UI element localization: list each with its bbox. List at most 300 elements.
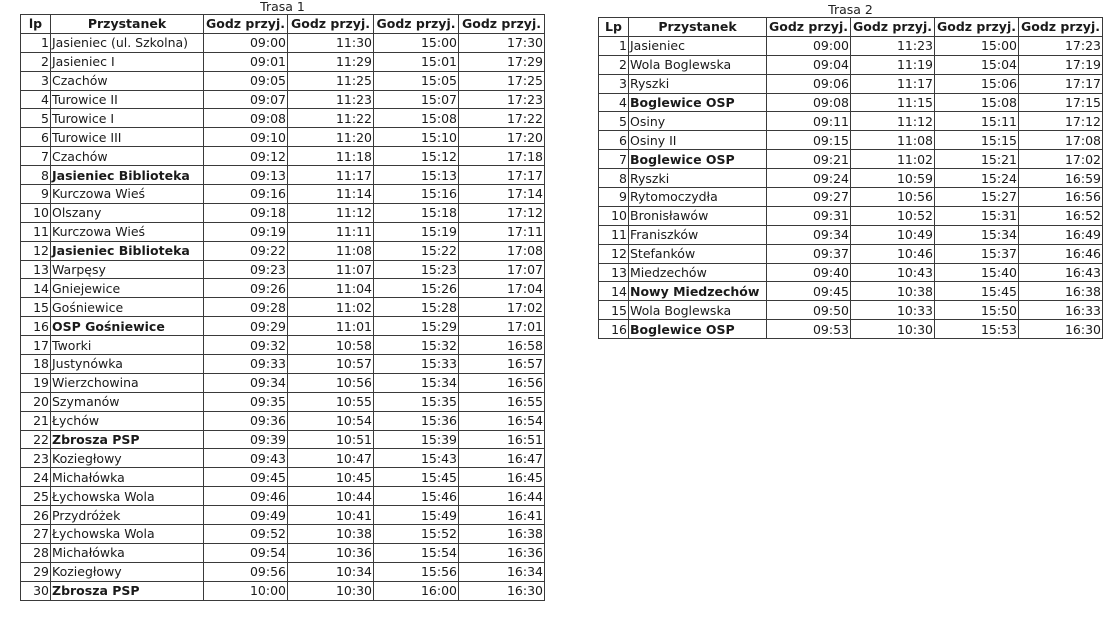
table-row [21,109,545,128]
arrival-time-cell: 16:30 [459,581,545,600]
arrival-time-cell: 15:00 [374,33,459,52]
row-number-cell: 2 [21,52,51,71]
arrival-time-cell: 15:34 [374,373,459,392]
route-1-rows [21,33,545,600]
row-number-cell: 8 [21,166,51,185]
table-row [599,169,1103,188]
row-number-cell: 24 [21,468,51,487]
header-lp: lp [21,15,51,34]
arrival-time-cell: 11:08 [851,131,935,150]
arrival-time-cell: 15:18 [374,203,459,222]
table-row [599,225,1103,244]
arrival-time-cell: 11:02 [851,150,935,169]
arrival-time-cell: 11:12 [288,203,374,222]
stop-name-cell: Łychowska Wola [51,525,204,544]
arrival-time-cell: 17:22 [459,109,545,128]
arrival-time-cell: 15:06 [935,74,1019,93]
table-row [21,581,545,600]
arrival-time-cell: 15:50 [935,301,1019,320]
arrival-time-cell: 16:38 [1019,282,1103,301]
arrival-time-cell: 17:08 [459,241,545,260]
arrival-time-cell: 09:15 [767,131,851,150]
stop-name-cell: Warpęsy [51,260,204,279]
table-row [21,317,545,336]
arrival-time-cell: 17:19 [1019,55,1103,74]
row-number-cell: 1 [599,36,629,55]
header-time-3: Godz przyj. [935,18,1019,37]
arrival-time-cell: 11:17 [851,74,935,93]
arrival-time-cell: 11:02 [288,298,374,317]
arrival-time-cell: 09:27 [767,188,851,207]
stop-name-cell: Turowice II [51,90,204,109]
stop-name-cell: Nowy Miedzechów [629,282,767,301]
row-number-cell: 8 [599,169,629,188]
header-time-2: Godz przyj. [288,15,374,34]
arrival-time-cell: 10:38 [851,282,935,301]
arrival-time-cell: 17:23 [1019,36,1103,55]
row-number-cell: 6 [21,128,51,147]
row-number-cell: 17 [21,336,51,355]
table-row [21,562,545,581]
header-time-1: Godz przyj. [204,15,288,34]
arrival-time-cell: 10:45 [288,468,374,487]
row-number-cell: 9 [21,185,51,204]
table-row [599,320,1103,339]
stop-name-cell: Łychowska Wola [51,487,204,506]
arrival-time-cell: 17:17 [1019,74,1103,93]
table-row [21,336,545,355]
stop-name-cell: Boglewice OSP [629,320,767,339]
route-1-table [20,14,545,601]
arrival-time-cell: 09:50 [767,301,851,320]
arrival-time-cell: 17:15 [1019,93,1103,112]
stop-name-cell: Koziegłowy [51,562,204,581]
arrival-time-cell: 09:05 [204,71,288,90]
arrival-time-cell: 10:30 [288,581,374,600]
stop-name-cell: Tworki [51,336,204,355]
stop-name-cell: Boglewice OSP [629,150,767,169]
stop-name-cell: Bronisławów [629,206,767,225]
table-row [21,71,545,90]
table-row [21,260,545,279]
row-number-cell: 30 [21,581,51,600]
arrival-time-cell: 15:39 [374,430,459,449]
table-row [599,131,1103,150]
arrival-time-cell: 15:37 [935,244,1019,263]
arrival-time-cell: 09:31 [767,206,851,225]
stop-name-cell: Wierzchowina [51,373,204,392]
arrival-time-cell: 09:21 [767,150,851,169]
row-number-cell: 14 [599,282,629,301]
table-row [21,487,545,506]
arrival-time-cell: 09:52 [204,525,288,544]
table-row [21,279,545,298]
arrival-time-cell: 11:22 [288,109,374,128]
table-row [599,112,1103,131]
row-number-cell: 13 [21,260,51,279]
stop-name-cell: Turowice III [51,128,204,147]
arrival-time-cell: 15:12 [374,147,459,166]
arrival-time-cell: 10:59 [851,169,935,188]
arrival-time-cell: 17:18 [459,147,545,166]
row-number-cell: 13 [599,263,629,282]
header-time-4: Godz przyj. [1019,18,1103,37]
arrival-time-cell: 09:43 [204,449,288,468]
arrival-time-cell: 15:56 [374,562,459,581]
stop-name-cell: Zbrosza PSP [51,430,204,449]
row-number-cell: 11 [21,222,51,241]
arrival-time-cell: 10:56 [851,188,935,207]
stop-name-cell: Turowice I [51,109,204,128]
row-number-cell: 4 [21,90,51,109]
table-row [599,74,1103,93]
arrival-time-cell: 15:16 [374,185,459,204]
arrival-time-cell: 15:53 [935,320,1019,339]
arrival-time-cell: 11:23 [288,90,374,109]
arrival-time-cell: 09:49 [204,506,288,525]
arrival-time-cell: 10:54 [288,411,374,430]
table-row [599,301,1103,320]
arrival-time-cell: 09:36 [204,411,288,430]
arrival-time-cell: 15:19 [374,222,459,241]
header-stop: Przystanek [51,15,204,34]
stop-name-cell: Justynówka [51,355,204,374]
arrival-time-cell: 09:46 [204,487,288,506]
arrival-time-cell: 09:22 [204,241,288,260]
table-row [21,222,545,241]
table-row [21,449,545,468]
arrival-time-cell: 11:01 [288,317,374,336]
arrival-time-cell: 10:41 [288,506,374,525]
stop-name-cell: Jasieniec I [51,52,204,71]
table-row [599,188,1103,207]
arrival-time-cell: 15:33 [374,355,459,374]
stop-name-cell: Koziegłowy [51,449,204,468]
arrival-time-cell: 09:34 [767,225,851,244]
row-number-cell: 15 [21,298,51,317]
arrival-time-cell: 09:08 [204,109,288,128]
header-time-4: Godz przyj. [459,15,545,34]
arrival-time-cell: 17:01 [459,317,545,336]
arrival-time-cell: 15:11 [935,112,1019,131]
table-row [21,203,545,222]
row-number-cell: 4 [599,93,629,112]
table-row [21,147,545,166]
arrival-time-cell: 15:35 [374,392,459,411]
arrival-time-cell: 16:59 [1019,169,1103,188]
stop-name-cell: Michałówka [51,468,204,487]
table-row [21,241,545,260]
route-2-timetable [598,3,1103,339]
arrival-time-cell: 15:22 [374,241,459,260]
arrival-time-cell: 10:30 [851,320,935,339]
arrival-time-cell: 09:10 [204,128,288,147]
table-row [21,468,545,487]
arrival-time-cell: 17:11 [459,222,545,241]
arrival-time-cell: 09:56 [204,562,288,581]
arrival-time-cell: 17:14 [459,185,545,204]
row-number-cell: 28 [21,543,51,562]
arrival-time-cell: 09:01 [204,52,288,71]
row-number-cell: 15 [599,301,629,320]
arrival-time-cell: 17:30 [459,33,545,52]
arrival-time-cell: 09:24 [767,169,851,188]
arrival-time-cell: 11:17 [288,166,374,185]
arrival-time-cell: 15:54 [374,543,459,562]
arrival-time-cell: 16:51 [459,430,545,449]
row-number-cell: 5 [599,112,629,131]
table-row [21,90,545,109]
row-number-cell: 26 [21,506,51,525]
arrival-time-cell: 17:02 [1019,150,1103,169]
arrival-time-cell: 15:29 [374,317,459,336]
table-row [599,263,1103,282]
arrival-time-cell: 16:33 [1019,301,1103,320]
arrival-time-cell: 11:29 [288,52,374,71]
row-number-cell: 29 [21,562,51,581]
arrival-time-cell: 16:56 [459,373,545,392]
arrival-time-cell: 15:45 [935,282,1019,301]
arrival-time-cell: 09:28 [204,298,288,317]
stop-name-cell: Jasieniec [629,36,767,55]
arrival-time-cell: 16:58 [459,336,545,355]
arrival-time-cell: 09:08 [767,93,851,112]
arrival-time-cell: 10:33 [851,301,935,320]
arrival-time-cell: 10:55 [288,392,374,411]
arrival-time-cell: 17:25 [459,71,545,90]
arrival-time-cell: 15:08 [374,109,459,128]
table-row [599,36,1103,55]
table-row [21,525,545,544]
arrival-time-cell: 10:36 [288,543,374,562]
stop-name-cell: Miedzechów [629,263,767,282]
arrival-time-cell: 09:35 [204,392,288,411]
row-number-cell: 12 [21,241,51,260]
row-number-cell: 10 [21,203,51,222]
arrival-time-cell: 09:00 [767,36,851,55]
row-number-cell: 7 [21,147,51,166]
arrival-time-cell: 09:12 [204,147,288,166]
arrival-time-cell: 11:20 [288,128,374,147]
stop-name-cell: Franiszków [629,225,767,244]
arrival-time-cell: 09:00 [204,33,288,52]
table-row [21,506,545,525]
arrival-time-cell: 15:23 [374,260,459,279]
arrival-time-cell: 10:43 [851,263,935,282]
table-row [21,166,545,185]
arrival-time-cell: 16:49 [1019,225,1103,244]
row-number-cell: 20 [21,392,51,411]
table-row [21,298,545,317]
arrival-time-cell: 15:00 [935,36,1019,55]
arrival-time-cell: 09:26 [204,279,288,298]
arrival-time-cell: 16:41 [459,506,545,525]
arrival-time-cell: 09:07 [204,90,288,109]
arrival-time-cell: 09:16 [204,185,288,204]
stop-name-cell: Osiny II [629,131,767,150]
table-row [21,411,545,430]
arrival-time-cell: 15:28 [374,298,459,317]
arrival-time-cell: 10:34 [288,562,374,581]
table-row [21,33,545,52]
arrival-time-cell: 15:10 [374,128,459,147]
arrival-time-cell: 17:17 [459,166,545,185]
arrival-time-cell: 16:36 [459,543,545,562]
arrival-time-cell: 17:23 [459,90,545,109]
arrival-time-cell: 15:01 [374,52,459,71]
arrival-time-cell: 15:43 [374,449,459,468]
header-time-3: Godz przyj. [374,15,459,34]
stop-name-cell: Szymanów [51,392,204,411]
table-row [21,430,545,449]
stop-name-cell: Zbrosza PSP [51,581,204,600]
route-2-title: Trasa 2 [828,2,873,17]
table-row [599,150,1103,169]
stop-name-cell: Wola Boglewska [629,55,767,74]
arrival-time-cell: 10:58 [288,336,374,355]
arrival-time-cell: 15:24 [935,169,1019,188]
arrival-time-cell: 15:07 [374,90,459,109]
arrival-time-cell: 09:54 [204,543,288,562]
arrival-time-cell: 11:15 [851,93,935,112]
arrival-time-cell: 11:18 [288,147,374,166]
arrival-time-cell: 15:45 [374,468,459,487]
arrival-time-cell: 11:25 [288,71,374,90]
arrival-time-cell: 16:52 [1019,206,1103,225]
route-2-rows [599,36,1103,338]
row-number-cell: 22 [21,430,51,449]
arrival-time-cell: 11:07 [288,260,374,279]
arrival-time-cell: 09:53 [767,320,851,339]
arrival-time-cell: 09:23 [204,260,288,279]
row-number-cell: 18 [21,355,51,374]
stop-name-cell: Rytomoczydła [629,188,767,207]
row-number-cell: 16 [21,317,51,336]
arrival-time-cell: 16:38 [459,525,545,544]
stop-name-cell: OSP Gośniewice [51,317,204,336]
row-number-cell: 12 [599,244,629,263]
arrival-time-cell: 16:34 [459,562,545,581]
arrival-time-cell: 09:32 [204,336,288,355]
arrival-time-cell: 17:29 [459,52,545,71]
arrival-time-cell: 10:47 [288,449,374,468]
arrival-time-cell: 10:44 [288,487,374,506]
arrival-time-cell: 09:45 [767,282,851,301]
stop-name-cell: Jasieniec Biblioteka [51,166,204,185]
stop-name-cell: Łychów [51,411,204,430]
row-number-cell: 9 [599,188,629,207]
header-time-2: Godz przyj. [851,18,935,37]
arrival-time-cell: 15:13 [374,166,459,185]
row-number-cell: 11 [599,225,629,244]
route-1-timetable [20,0,545,601]
stop-name-cell: Ryszki [629,169,767,188]
arrival-time-cell: 09:13 [204,166,288,185]
row-number-cell: 27 [21,525,51,544]
arrival-time-cell: 10:57 [288,355,374,374]
table-row [21,543,545,562]
row-number-cell: 6 [599,131,629,150]
table-row [21,392,545,411]
stop-name-cell: Czachów [51,147,204,166]
arrival-time-cell: 09:19 [204,222,288,241]
arrival-time-cell: 09:33 [204,355,288,374]
header-stop: Przystanek [629,18,767,37]
row-number-cell: 1 [21,33,51,52]
arrival-time-cell: 10:51 [288,430,374,449]
stop-name-cell: Stefanków [629,244,767,263]
arrival-time-cell: 10:46 [851,244,935,263]
arrival-time-cell: 11:23 [851,36,935,55]
arrival-time-cell: 15:34 [935,225,1019,244]
arrival-time-cell: 09:40 [767,263,851,282]
stop-name-cell: Wola Boglewska [629,301,767,320]
arrival-time-cell: 10:38 [288,525,374,544]
arrival-time-cell: 15:05 [374,71,459,90]
arrival-time-cell: 09:39 [204,430,288,449]
table-row [21,373,545,392]
header-time-1: Godz przyj. [767,18,851,37]
arrival-time-cell: 11:19 [851,55,935,74]
row-number-cell: 14 [21,279,51,298]
arrival-time-cell: 09:18 [204,203,288,222]
arrival-time-cell: 16:44 [459,487,545,506]
row-number-cell: 25 [21,487,51,506]
arrival-time-cell: 16:57 [459,355,545,374]
arrival-time-cell: 15:15 [935,131,1019,150]
table-row [599,282,1103,301]
table-row [21,185,545,204]
arrival-time-cell: 11:11 [288,222,374,241]
arrival-time-cell: 17:04 [459,279,545,298]
arrival-time-cell: 11:14 [288,185,374,204]
table-row [599,55,1103,74]
stop-name-cell: Czachów [51,71,204,90]
row-number-cell: 7 [599,150,629,169]
arrival-time-cell: 09:29 [204,317,288,336]
arrival-time-cell: 16:56 [1019,188,1103,207]
arrival-time-cell: 10:00 [204,581,288,600]
arrival-time-cell: 11:04 [288,279,374,298]
arrival-time-cell: 11:12 [851,112,935,131]
row-number-cell: 10 [599,206,629,225]
header-lp: Lp [599,18,629,37]
arrival-time-cell: 10:52 [851,206,935,225]
stop-name-cell: Jasieniec Biblioteka [51,241,204,260]
row-number-cell: 19 [21,373,51,392]
arrival-time-cell: 11:30 [288,33,374,52]
arrival-time-cell: 17:02 [459,298,545,317]
row-number-cell: 3 [21,71,51,90]
arrival-time-cell: 15:04 [935,55,1019,74]
stop-name-cell: Gniejewice [51,279,204,298]
arrival-time-cell: 15:26 [374,279,459,298]
row-number-cell: 16 [599,320,629,339]
row-number-cell: 23 [21,449,51,468]
row-number-cell: 5 [21,109,51,128]
arrival-time-cell: 09:11 [767,112,851,131]
arrival-time-cell: 09:04 [767,55,851,74]
stop-name-cell: Przydróżek [51,506,204,525]
row-number-cell: 3 [599,74,629,93]
table-row [599,244,1103,263]
arrival-time-cell: 17:12 [1019,112,1103,131]
arrival-time-cell: 15:21 [935,150,1019,169]
stop-name-cell: Osiny [629,112,767,131]
arrival-time-cell: 16:46 [1019,244,1103,263]
arrival-time-cell: 16:00 [374,581,459,600]
stop-name-cell: Michałówka [51,543,204,562]
